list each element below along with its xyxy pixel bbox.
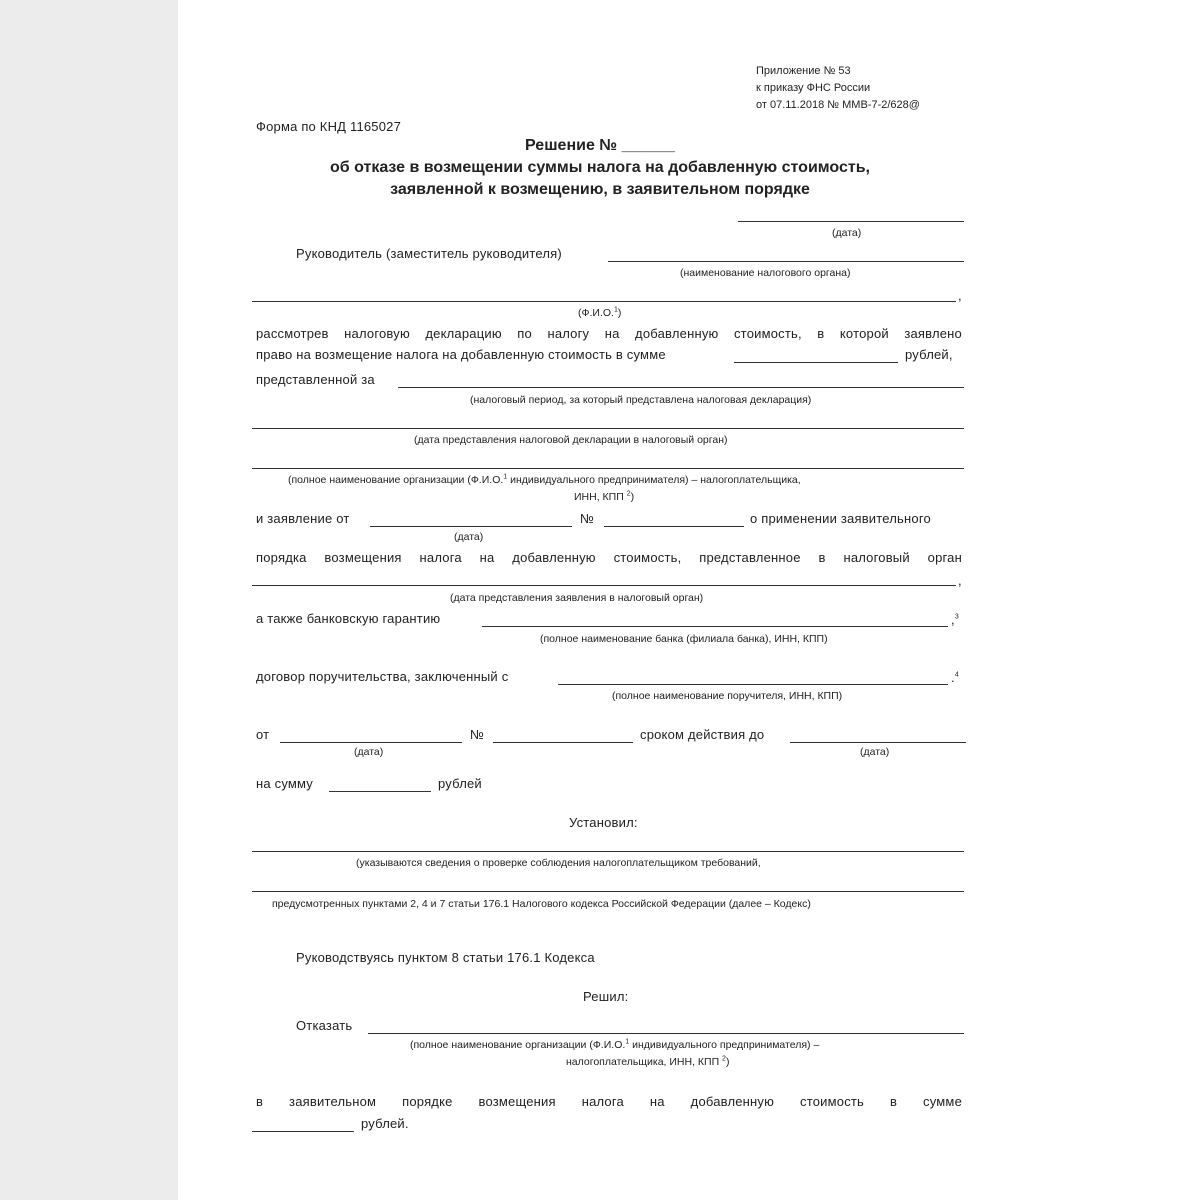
org-name-caption-2: ИНН, КПП $^2$): [574, 490, 635, 503]
contract-number-label: №: [470, 727, 485, 742]
fio-caption: (Ф.И.О.$^1$): [578, 306, 622, 319]
date-caption: (дата): [832, 227, 862, 239]
appendix-line-2: к приказу ФНС России: [756, 82, 871, 94]
valid-until-label: сроком действия до: [640, 727, 765, 742]
submitted-for-label: представленной за: [256, 372, 375, 387]
refuse-org-caption-1: (полное наименование организации (Ф.И.О.$^1$ индивидуального предпринимателя) –: [410, 1038, 820, 1051]
tax-period-caption: (налоговый период, за который представлена налоговая декларация): [470, 394, 812, 406]
contract-number-line: [493, 742, 633, 743]
check-line-2: [252, 891, 964, 892]
refuse-sum-line: [252, 1131, 354, 1132]
dot-4: .$^4$: [951, 670, 959, 685]
surety-label: договор поручительства, заключенный с: [256, 669, 509, 684]
title-line-3: заявленной к возмещению, в заявительном порядке: [390, 181, 810, 198]
comma-2: ,: [958, 573, 962, 588]
decl-date-caption: (дата представления налоговой декларации в налоговый орган): [414, 434, 728, 446]
for-sum-label: на сумму: [256, 776, 313, 791]
bank-caption: (полное наименование банка (филиала банка), ИНН, КПП): [540, 633, 828, 645]
decided-heading: Решил:: [583, 989, 629, 1004]
org-name-caption-1: (полное наименование организации (Ф.И.О.$^1$ индивидуального предпринимателя) – налогоплательщика,: [288, 473, 801, 486]
app-submit-date-caption: (дата представления заявления в налоговый орган): [450, 592, 704, 604]
comma-1: ,: [958, 288, 962, 303]
tax-authority-line: [608, 261, 964, 262]
guided-text: Руководствуясь пунктом 8 статьи 176.1 Кодекса: [296, 950, 595, 965]
title-line-1: Решение № ______: [525, 137, 675, 154]
comma-3: ,$^3$: [951, 612, 959, 627]
contract-date-line: [280, 742, 462, 743]
reviewed-text: рассмотрев налоговую декларацию по налогу на добавленную стоимость, в которой заявлено: [256, 326, 962, 341]
org-name-line: [252, 468, 964, 469]
fio-line: [252, 301, 956, 302]
rubles-label-2: рублей: [438, 776, 482, 791]
app-number-line: [604, 526, 744, 527]
app-date-line: [370, 526, 572, 527]
contract-sum-line: [329, 791, 431, 792]
title-line-2: об отказе в возмещении суммы налога на добавленную стоимость,: [330, 159, 870, 176]
valid-until-caption: (дата): [860, 746, 890, 758]
app-number-label: №: [580, 511, 595, 526]
guarantor-caption: (полное наименование поручителя, ИНН, КПП): [612, 690, 843, 702]
bank-guarantee-label: а также банковскую гарантию: [256, 611, 441, 626]
final-text: в заявительном порядке возмещения налога на добавленную стоимость в сумме: [256, 1094, 962, 1109]
established-heading: Установил:: [569, 815, 638, 830]
app-submit-date-line: [252, 585, 956, 586]
check-caption-1: (указываются сведения о проверке соблюдения налогоплательщиком требований,: [356, 857, 761, 869]
and-app-from-label: и заявление от: [256, 511, 350, 526]
check-caption-2: предусмотренных пунктами 2, 4 и 7 статьи 176.1 Налогового кодекса Российской Федерации (далее – Кодекс): [272, 898, 811, 910]
bank-line: [482, 626, 948, 627]
date-field-line: [738, 221, 964, 222]
tax-period-line: [398, 387, 964, 388]
contract-date-caption: (дата): [354, 746, 384, 758]
check-line-1: [252, 851, 964, 852]
valid-until-line: [790, 742, 966, 743]
sum-line: [734, 362, 898, 363]
app-date-caption: (дата): [454, 531, 484, 543]
decl-date-line: [252, 428, 964, 429]
rubles-text: рублей,: [905, 347, 953, 362]
form-code: Форма по КНД 1165027: [256, 119, 402, 134]
appendix-line-3: от 07.11.2018 № ММВ-7-2/628@: [756, 99, 920, 111]
procedure-text: порядка возмещения налога на добавленную стоимость, представленное в налоговый орган: [256, 550, 962, 565]
right-prefix-text: право на возмещение налога на добавленную стоимость в сумме: [256, 347, 666, 362]
tax-authority-caption: (наименование налогового органа): [680, 267, 851, 279]
final-rubles-text: рублей.: [361, 1116, 409, 1131]
refuse-org-line: [368, 1033, 964, 1034]
appendix-line-1: Приложение № 53: [756, 65, 851, 77]
from-label: от: [256, 727, 270, 742]
guarantor-line: [558, 684, 948, 685]
refuse-org-caption-2: налогоплательщика, ИНН, КПП $^2$): [566, 1055, 730, 1068]
about-app-text: о применении заявительного: [750, 511, 931, 526]
head-label: Руководитель (заместитель руководителя): [296, 246, 562, 261]
refuse-label: Отказать: [296, 1018, 353, 1033]
